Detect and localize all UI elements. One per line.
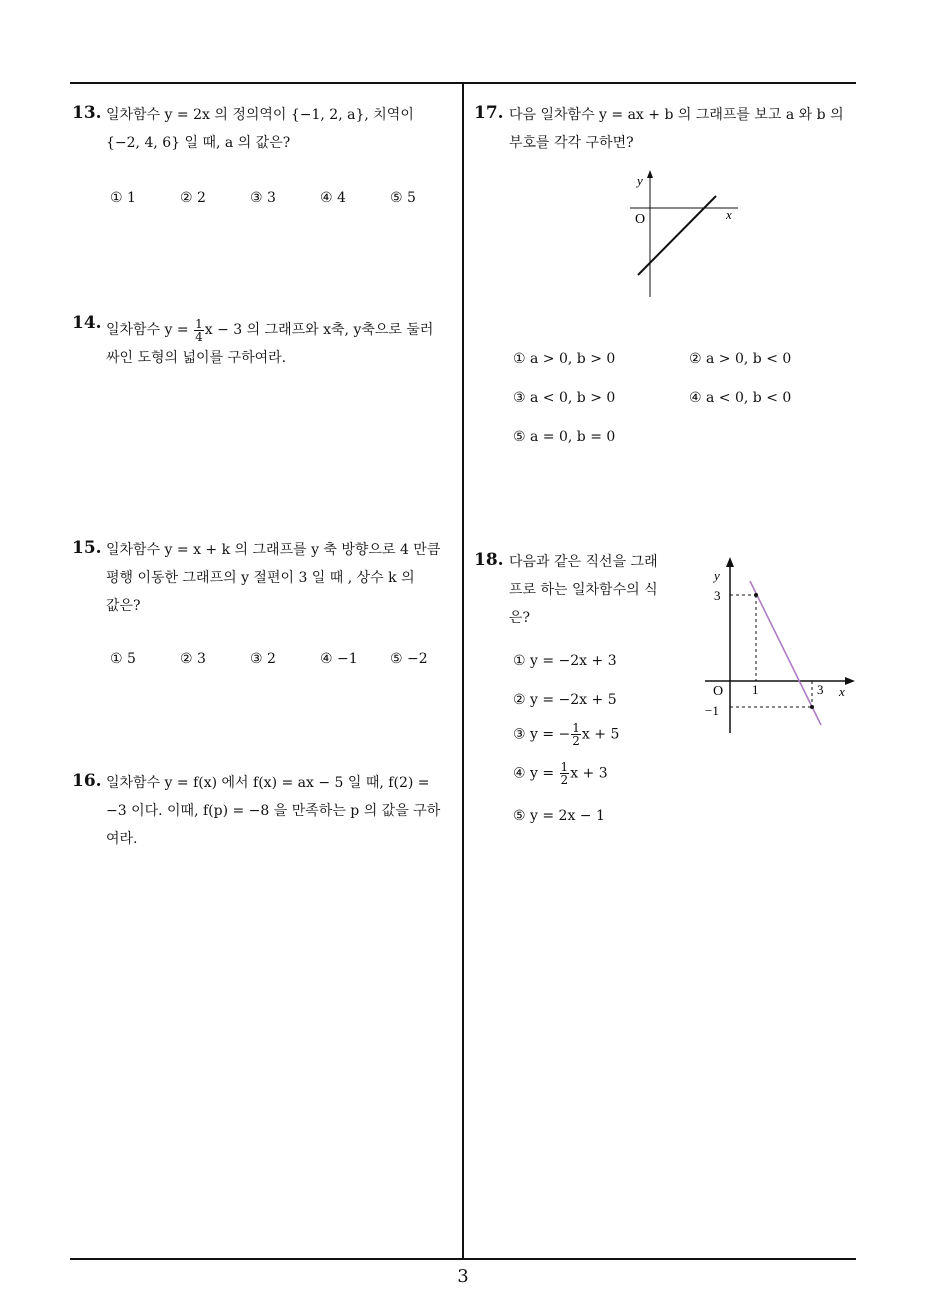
q17-y-arrow	[647, 170, 653, 178]
q13-choice-4[interactable]: ④ 4	[320, 190, 346, 206]
q18-choice-4-pre: ④ y =	[513, 765, 559, 782]
q16-line2: −3 이다. 이때, f(p) = −8 을 만족하는 p 의 값을 구하	[106, 803, 441, 819]
q18-choice-4-fraction	[560, 761, 570, 786]
q18-choice-1[interactable]: ① y = −2x + 3	[513, 653, 617, 669]
q18-line3: 은?	[509, 610, 531, 626]
q17-y-label: y	[637, 173, 643, 188]
q18-choice-3-frac-num: 1	[572, 721, 580, 735]
q18-choice-5[interactable]: ⑤ y = 2x − 1	[513, 808, 605, 824]
q18-choice-4-frac-num: 1	[560, 760, 569, 774]
q17-choice-5[interactable]: ⑤ a = 0, b = 0	[513, 429, 616, 445]
q17-choice-3[interactable]: ③ a < 0, b > 0	[513, 390, 616, 406]
q18-y-arrow	[726, 557, 734, 567]
q17-origin-label: O	[635, 212, 646, 227]
q18-point-3-m1	[810, 705, 814, 709]
q18-choice-4-frac-den: 2	[560, 773, 569, 787]
q13-number: 13.	[72, 103, 102, 123]
q17-choice-2[interactable]: ② a > 0, b < 0	[689, 351, 792, 367]
q15-choice-3[interactable]: ③ 2	[250, 651, 276, 667]
q18-point-1-3	[754, 593, 758, 597]
q14-number: 14.	[72, 313, 102, 333]
q18-origin-label: O	[713, 684, 724, 699]
q17-text	[509, 101, 859, 157]
q14-text	[106, 316, 458, 372]
q14-frac-den: 4	[195, 329, 203, 344]
q18-graph-line	[750, 581, 821, 725]
q13-line1: 일차함수 y = 2x 의 정의역이 {−1, 2, a}, 치역이	[106, 107, 414, 123]
q14-fraction	[194, 318, 204, 343]
q18-choice-3-pre: ③ y = −	[513, 726, 571, 743]
q17-number: 17.	[474, 103, 504, 123]
q18-choice-3-frac-den: 2	[572, 734, 580, 748]
column-divider	[462, 83, 464, 1259]
q18-y-label: y	[714, 568, 720, 583]
q15-choice-4[interactable]: ④ −1	[320, 651, 358, 667]
q18-tick-y-3: 3	[714, 588, 721, 603]
q18-choice-4[interactable]	[513, 761, 608, 786]
q17-line1: 다음 일차함수 y = ax + b 의 그래프를 보고 a 와 b 의	[509, 107, 844, 123]
q18-line1: 다음과 같은 직선을 그래	[509, 554, 658, 570]
q18-choice-3-fraction	[571, 722, 581, 747]
q16-text	[106, 769, 458, 853]
q14-line1-pre: 일차함수 y =	[106, 322, 194, 338]
q18-tick-x-1: 1	[752, 682, 759, 697]
q13-choice-3[interactable]: ③ 3	[250, 190, 276, 206]
q13-choice-5[interactable]: ⑤ 5	[390, 190, 416, 206]
q15-line1: 일차함수 y = x + k 의 그래프를 y 축 방향으로 4 만큼	[106, 542, 441, 558]
q14-line1	[106, 316, 458, 344]
q18-x-arrow	[845, 677, 855, 685]
q15-choice-5[interactable]: ⑤ −2	[390, 651, 428, 667]
q13-choice-1[interactable]: ① 1	[110, 190, 136, 206]
q18-x-label: x	[839, 684, 845, 699]
page-number: 3	[457, 1266, 469, 1287]
q18-tick-x-3: 3	[817, 682, 824, 697]
q15-line3: 값은?	[106, 598, 141, 614]
bottom-rule	[70, 1258, 856, 1260]
q17-graph	[620, 165, 750, 300]
q18-choice-3[interactable]	[513, 722, 619, 747]
q15-choice-2[interactable]: ② 3	[180, 651, 206, 667]
q15-number: 15.	[72, 538, 102, 558]
q16-line1: 일차함수 y = f(x) 에서 f(x) = ax − 5 일 때, f(2) =	[106, 775, 430, 791]
q18-tick-y-m1: −1	[705, 703, 719, 718]
q13-text	[106, 101, 456, 157]
q17-choice-4[interactable]: ④ a < 0, b < 0	[689, 390, 792, 406]
q18-line2: 프로 하는 일차함수의 식	[509, 582, 658, 598]
q14-line2: 싸인 도형의 넓이를 구하여라.	[106, 350, 287, 366]
q13-choice-2[interactable]: ② 2	[180, 190, 206, 206]
q17-choice-1[interactable]: ① a > 0, b > 0	[513, 351, 616, 367]
q15-choice-1[interactable]: ① 5	[110, 651, 136, 667]
q18-choice-2[interactable]: ② y = −2x + 5	[513, 692, 617, 708]
q15-line2: 평행 이동한 그래프의 y 절편이 3 일 때 , 상수 k 의	[106, 570, 415, 586]
q14-frac-num: 1	[195, 316, 203, 331]
q18-choice-3-post: x + 5	[581, 726, 620, 743]
q17-x-label: x	[726, 207, 732, 222]
q16-number: 16.	[72, 771, 102, 791]
q18-number: 18.	[474, 550, 504, 570]
q17-line2: 부호를 각각 구하면?	[509, 135, 634, 151]
q15-text	[106, 536, 458, 620]
q14-line1-post: x − 3 의 그래프와 x축, y축으로 둘러	[204, 322, 434, 338]
q18-graph	[700, 553, 858, 738]
q18-choice-4-post: x + 3	[570, 765, 608, 782]
q13-line2: {−2, 4, 6} 일 때, a 의 값은?	[106, 135, 291, 151]
q18-text	[509, 548, 689, 632]
q16-line3: 여라.	[106, 831, 138, 847]
